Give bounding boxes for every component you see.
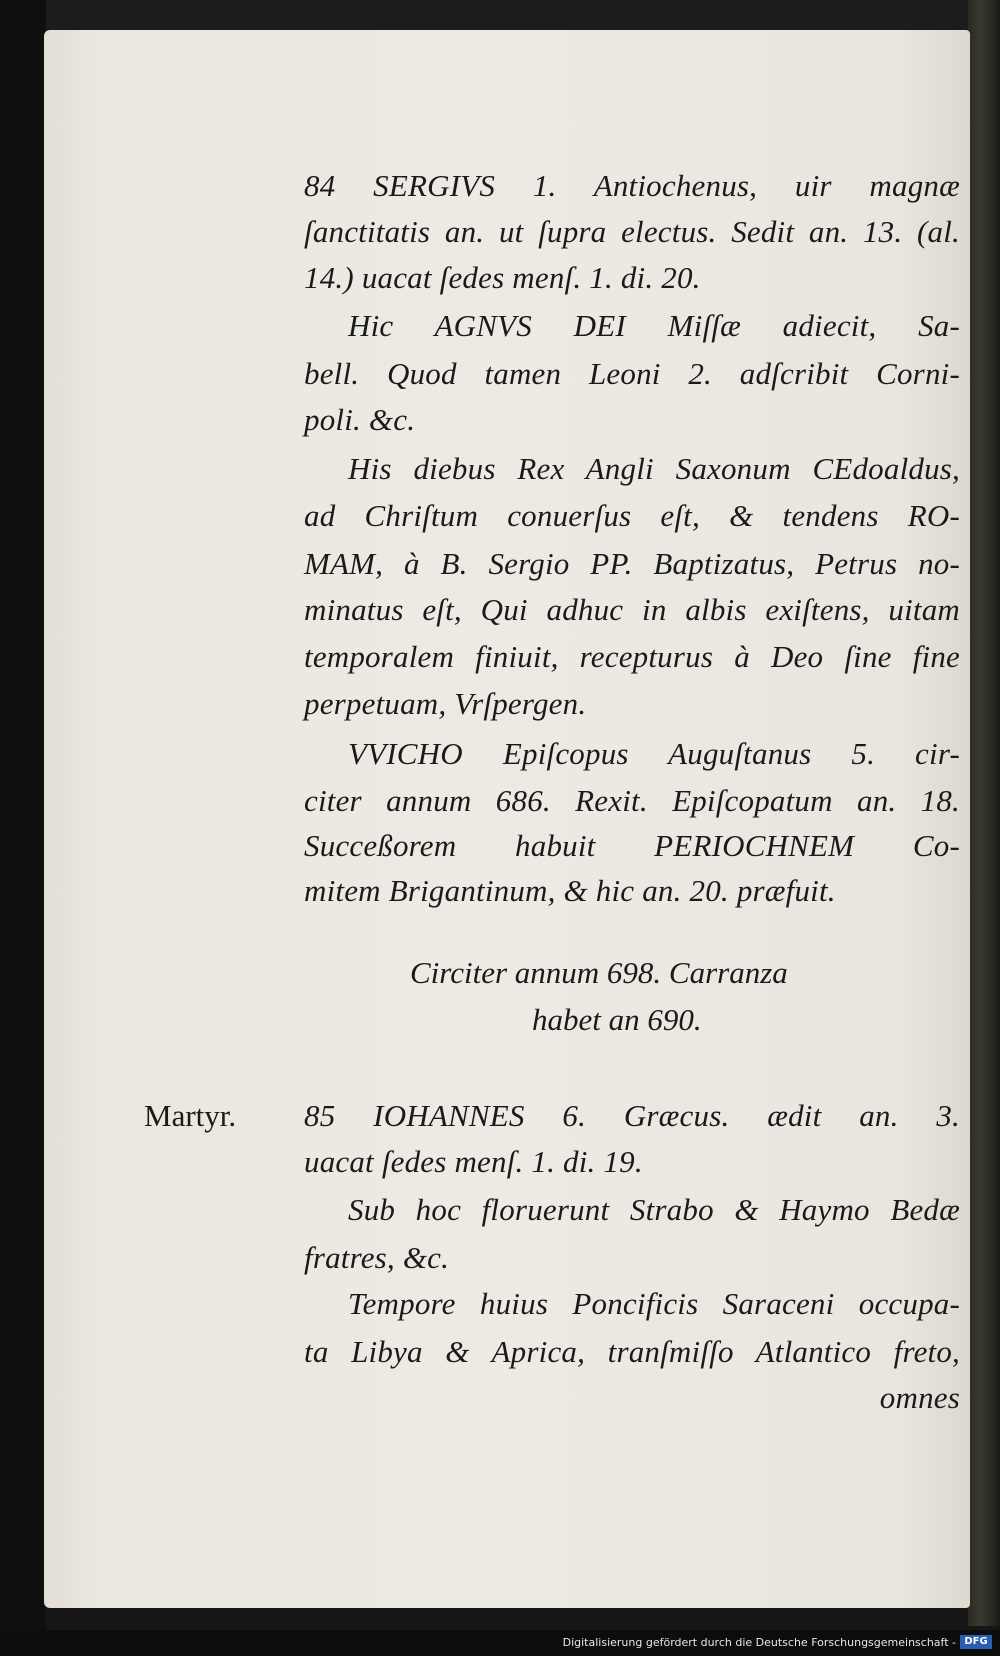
- text-line: temporalem finiuit, recepturus à Deo ſine fine: [304, 639, 960, 674]
- text-line: citer annum 686. Rexit. Epiſcopatum an. 18.: [304, 783, 960, 818]
- text-line: poli. &c.: [304, 402, 416, 437]
- text-line: MAM, à B. Sergio PP. Baptizatus, Petrus no-: [304, 546, 960, 581]
- text-line: His diebus Rex Angli Saxonum CEdoaldus,: [348, 451, 960, 486]
- text-line: mitem Brigantinum, & hic an. 20. præfuit.: [304, 873, 836, 908]
- dfg-logo: DFG: [960, 1635, 992, 1649]
- text-line: VVICHO Epiſcopus Auguſtanus 5. cir-: [348, 736, 960, 771]
- text-line: ad Chriſtum conuerſus eſt, & tendens RO-: [304, 498, 960, 533]
- text-line: ta Libya & Aprica, tranſmiſſo Atlantico freto,: [304, 1334, 960, 1369]
- scan-background-top: [0, 0, 1000, 32]
- note-line: habet an 690.: [532, 1002, 702, 1037]
- text-line: bell. Quod tamen Leoni 2. adſcribit Corni-: [304, 356, 960, 391]
- text-line: 14.) uacat ſedes menſ. 1. di. 20.: [304, 260, 701, 295]
- note-line: Circiter annum 698. Carranza: [410, 955, 788, 990]
- text-line: minatus eſt, Qui adhuc in albis exiſtens, uitam: [304, 592, 960, 627]
- footer-credit: Digitalisierung gefördert durch die Deutsche Forschungsgemeinschaft -: [562, 1636, 956, 1649]
- text-line: 85 IOHANNES 6. Græcus. ædit an. 3.: [304, 1098, 960, 1133]
- text-line: 84 SERGIVS 1. Antiochenus, uir magnæ: [304, 168, 960, 203]
- text-line: Sub hoc floruerunt Strabo & Haymo Bedæ: [348, 1192, 960, 1227]
- margin-note: Martyr.: [144, 1098, 237, 1133]
- scan-background-left: [0, 0, 46, 1656]
- text-line: perpetuam, Vrſpergen.: [304, 686, 587, 721]
- text-line: uacat ſedes menſ. 1. di. 19.: [304, 1144, 643, 1179]
- catchword: omnes: [879, 1380, 960, 1415]
- text-line: Tempore huius Poncificis Saraceni occupa-: [348, 1286, 960, 1321]
- text-line: Succeßorem habuit PERIOCHNEM Co-: [304, 828, 960, 863]
- text-line: Hic AGNVS DEI Miſſæ adiecit, Sa-: [348, 308, 960, 343]
- text-line: ſanctitatis an. ut ſupra electus. Sedit an. 13. (al.: [304, 214, 960, 249]
- text-line: fratres, &c.: [304, 1240, 450, 1275]
- book-edge: [968, 0, 1000, 1626]
